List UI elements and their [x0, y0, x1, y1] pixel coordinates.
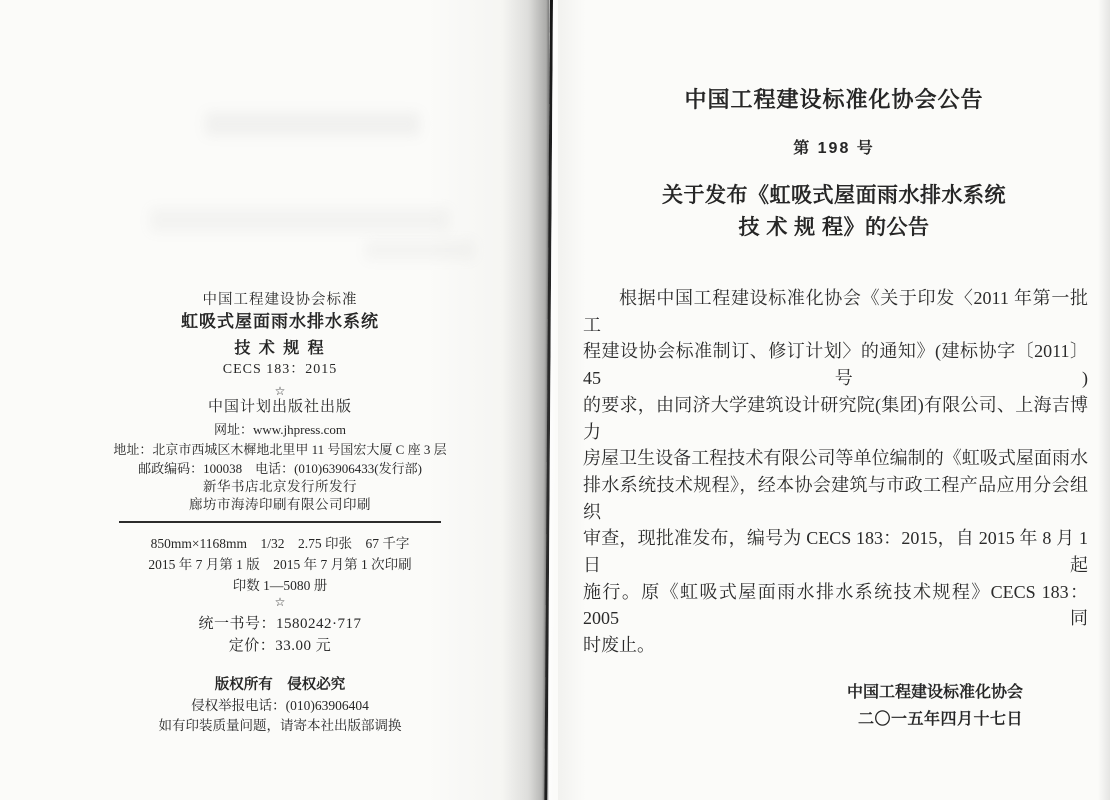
- body-line: 房屋卫生设备工程技术有限公司等单位编制的《虹吸式屋面雨水: [583, 448, 1088, 469]
- bleed-through-smudge: [365, 240, 475, 260]
- edition-line: 2015 年 7 月第 1 版 2015 年 7 月第 1 次印刷: [148, 557, 412, 572]
- announcement-subject-line2: 技 术 规 程》的公告: [738, 216, 930, 239]
- announcement-org-title: 中国工程建设标准化协会公告: [684, 87, 984, 112]
- printer-line: 廊坊市海涛印刷有限公司印刷: [189, 497, 371, 512]
- body-line: 施行。原《虹吸式屋面雨水排水系统技术规程》CECS 183：2005 同: [583, 581, 1088, 629]
- book-title-line2: 技 术 规 程: [234, 340, 326, 357]
- announcement-body: [583, 285, 1088, 659]
- copyright-section: [58, 678, 502, 735]
- print-run-line: 印数 1—5080 册: [232, 578, 328, 593]
- report-phone-line: 侵权举报电话：(010)63906404: [191, 698, 369, 713]
- colophon-divider: [119, 521, 441, 523]
- left-page-colophon: [0, 0, 548, 800]
- print-info-section: [58, 537, 502, 657]
- star-ornament: ☆: [274, 384, 286, 398]
- standard-series-label: 中国工程建设协会标准: [202, 292, 358, 308]
- body-line: 时废止。: [583, 635, 655, 656]
- bleed-through-smudge: [205, 112, 420, 136]
- quality-note-line: 如有印装质量问题，请寄本社出版部调换: [158, 718, 402, 733]
- announcement-subject-line1: 关于发布《虹吸式屋面雨水排水系统: [662, 184, 1006, 207]
- body-line: 根据中国工程建设标准化协会《关于印发〈2011 年第一批工: [583, 288, 1088, 335]
- price-line: 定价：33.00 元: [228, 638, 332, 654]
- body-line: 程建设协会标准制订、修订计划〉的通知》(建标协字〔2011〕45 号): [583, 341, 1088, 389]
- body-line: 审查，现批准发布，编号为 CECS 183：2015，自 2015 年 8 月 1 日起: [583, 528, 1088, 576]
- body-line: 排水系统技术规程》，经本协会建筑与市政工程产品应用分会组织: [583, 474, 1088, 522]
- book-title-line1: 虹吸式屋面雨水排水系统: [181, 312, 379, 331]
- distributor-line: 新华书店北京发行所发行: [203, 479, 357, 494]
- copyright-notice: 版权所有 侵权必究: [214, 677, 346, 693]
- announcement-number: 第 198 号: [793, 140, 875, 157]
- book-gutter-shadow: [502, 0, 549, 800]
- standard-code: CECS 183：2015: [222, 362, 338, 377]
- bleed-through-smudge: [150, 208, 450, 232]
- book-number-line: 统一书号：1580242·717: [198, 616, 362, 632]
- website-line: 网址：www.jhpress.com: [213, 422, 347, 437]
- right-page-announcement: [558, 0, 1110, 800]
- signature-date: 二〇一五年四月十七日: [857, 710, 1023, 728]
- body-line: 的要求，由同济大学建筑设计研究院(集团)有限公司、上海吉博力: [583, 394, 1088, 442]
- address-line: 地址：北京市西城区木樨地北里甲 11 号国宏大厦 C 座 3 层: [113, 442, 447, 457]
- colophon-column: [58, 293, 502, 735]
- signature-organization: 中国工程建设标准化协会: [846, 683, 1023, 701]
- page-edge-shading: [1098, 0, 1110, 800]
- format-line: 850mm×1168mm 1/32 2.75 印张 67 千字: [150, 536, 410, 551]
- postal-phone-line: 邮政编码：100038 电话：(010)63906433(发行部): [138, 461, 422, 476]
- star-ornament: ☆: [274, 595, 286, 609]
- announcement-block: [558, 0, 1110, 733]
- signature-block: [558, 679, 1110, 733]
- publisher-line: 中国计划出版社出版: [207, 399, 352, 415]
